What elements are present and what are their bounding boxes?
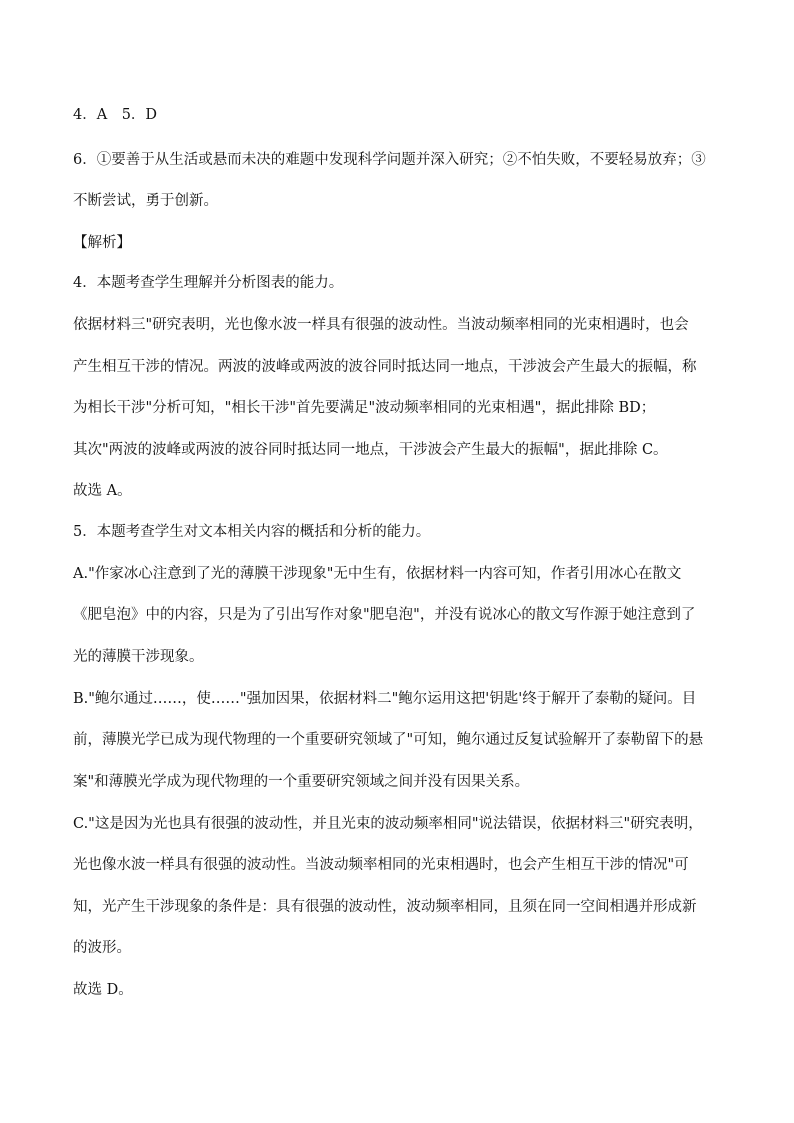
analysis-heading: 【解析】 — [73, 235, 131, 251]
answer-q6-line1: 6．①要善于从生活或悬而未决的难题中发现科学问题并深入研究；②不怕失败，不要轻易放弃；③ — [73, 152, 706, 168]
q5-c-line1: C."这是因为光也具有很强的波动性，并且光束的波动频率相同"说法错误，依据材料三"研究表明， — [73, 816, 703, 832]
q5-a-line3: 光的薄膜干涉现象。 — [73, 649, 204, 665]
q5-c-line4: 的波形。 — [73, 940, 131, 956]
answer-q6-line2: 不断尝试，勇于创新。 — [73, 193, 218, 209]
q4-line3: 为相长干涉"分析可知，"相长干涉"首先要满足"波动频率相同的光束相遇"，据此排除 BD； — [73, 400, 656, 416]
q5-c-line3: 知，光产生干涉现象的条件是：具有很强的波动性，波动频率相同，且须在同一空间相遇并形成新 — [73, 899, 697, 915]
q5-conclusion: 故选 D。 — [73, 982, 133, 998]
q4-conclusion: 故选 A。 — [73, 483, 132, 499]
q5-b-line2: 前，薄膜光学已成为现代物理的一个重要研究领域了"可知，鲍尔通过反复试验解开了泰勒留下的悬 — [73, 732, 704, 748]
q5-a-line2: 《肥皂泡》中的内容，只是为了引出写作对象"肥皂泡"，并没有说冰心的散文写作源于她注意到了 — [73, 607, 696, 623]
q5-a-line1: A."作家冰心注意到了光的薄膜干涉现象"无中生有，依据材料一内容可知，作者引用冰心在散文 — [73, 566, 682, 582]
answers-q4-q5: 4．A 5．D — [73, 107, 158, 123]
q4-line2: 产生相互干涉的情况。两波的波峰或两波的波谷同时抵达同一地点，干涉波会产生最大的振幅，称 — [73, 359, 697, 375]
q5-c-line2: 光也像水波一样具有很强的波动性。当波动频率相同的光束相遇时，也会产生相互干涉的情况"可 — [73, 857, 689, 873]
q4-line1: 依据材料三"研究表明，光也像水波一样具有很强的波动性。当波动频率相同的光束相遇时，也会 — [73, 317, 689, 333]
q4-line4: 其次"两波的波峰或两波的波谷同时抵达同一地点，干涉波会产生最大的振幅"，据此排除 C。 — [73, 442, 668, 458]
q4-intro: 4．本题考查学生理解并分析图表的能力。 — [73, 275, 344, 291]
q5-b-line3: 案"和薄膜光学成为现代物理的一个重要研究领域之间并没有因果关系。 — [73, 774, 530, 790]
q5-intro: 5．本题考查学生对文本相关内容的概括和分析的能力。 — [73, 524, 431, 540]
q5-b-line1: B."鲍尔通过……，使……"强加因果，依据材料二"鲍尔运用这把'钥匙'终于解开了泰勒的疑问。目 — [73, 691, 697, 707]
